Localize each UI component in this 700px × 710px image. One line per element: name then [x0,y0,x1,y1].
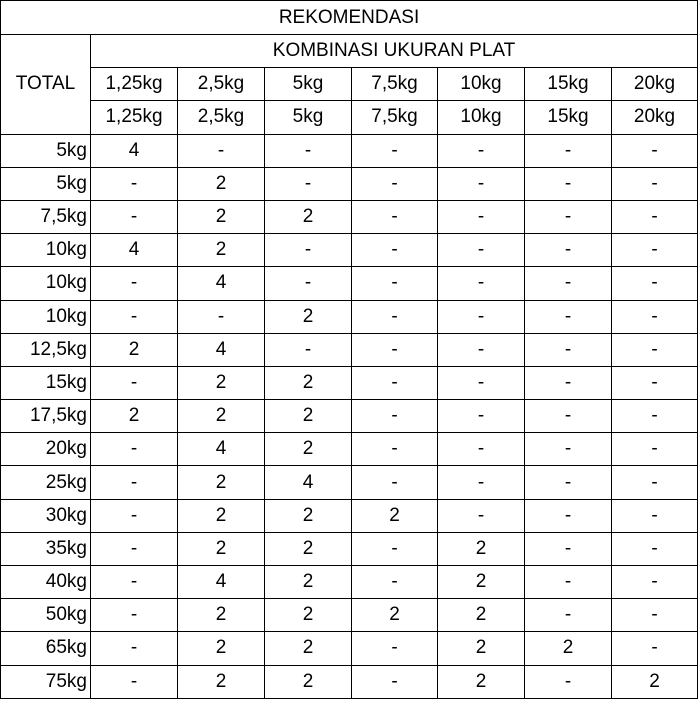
total-cell: 10kg [1,300,91,333]
plate-count-cell: - [525,566,612,599]
plate-count-cell: - [612,167,698,200]
plate-count-cell: - [525,300,612,333]
total-cell: 20kg [1,433,91,466]
plate-count-cell: - [525,599,612,632]
plate-count-cell: 2 [178,532,265,565]
plate-count-cell: 2 [265,499,352,532]
table-row [1,632,698,665]
plate-count-cell: - [525,532,612,565]
total-cell: 75kg [1,665,91,698]
total-cell: 15kg [1,366,91,399]
plate-count-cell: - [91,499,178,532]
plate-count-cell: - [91,466,178,499]
plate-count-cell: - [352,466,438,499]
plate-count-cell: 2 [438,665,525,698]
table-row [1,466,698,499]
total-cell: 5kg [1,167,91,200]
plate-count-cell: - [612,400,698,433]
plate-count-cell: 4 [178,566,265,599]
plate-count-cell: 2 [178,400,265,433]
plate-count-cell: 2 [438,532,525,565]
plate-count-cell: 2 [265,366,352,399]
plate-count-cell: - [525,433,612,466]
plate-size-header: 2,5kg [178,101,265,134]
plate-count-cell: 2 [178,599,265,632]
plate-count-cell: 2 [178,366,265,399]
combination-header-row [1,35,698,68]
table-row [1,499,698,532]
plate-count-cell: 2 [178,632,265,665]
total-cell: 12,5kg [1,333,91,366]
plate-count-cell: - [352,234,438,267]
plate-count-cell: - [612,532,698,565]
plate-count-cell: 2 [438,599,525,632]
table-row [1,200,698,233]
plate-count-cell: 2 [178,200,265,233]
plate-count-cell: - [352,632,438,665]
plate-count-cell: 2 [91,333,178,366]
total-cell: 17,5kg [1,400,91,433]
plate-count-cell: - [438,300,525,333]
total-cell: 50kg [1,599,91,632]
plate-count-cell: - [91,532,178,565]
plate-count-cell: - [525,400,612,433]
plate-count-cell: - [352,134,438,167]
table-row [1,532,698,565]
plate-count-cell: - [91,433,178,466]
total-cell: 7,5kg [1,200,91,233]
table-row [1,566,698,599]
table-row [1,333,698,366]
plate-count-cell: - [438,134,525,167]
plate-size-header: 10kg [438,68,525,101]
plate-count-cell: - [525,167,612,200]
plate-count-cell: - [438,433,525,466]
total-header: TOTAL [1,35,91,135]
plate-count-cell: - [352,167,438,200]
plate-count-cell: - [612,366,698,399]
table-title: REKOMENDASI [1,1,698,35]
plate-count-cell: - [91,599,178,632]
plate-count-cell: 4 [91,134,178,167]
plate-count-cell: - [178,134,265,167]
table-row [1,366,698,399]
plate-count-cell: - [178,300,265,333]
total-cell: 25kg [1,466,91,499]
plate-count-cell: 2 [525,632,612,665]
plate-size-header: 15kg [525,101,612,134]
plate-count-cell: - [91,300,178,333]
total-cell: 35kg [1,532,91,565]
total-cell: 40kg [1,566,91,599]
plate-count-cell: - [612,267,698,300]
plate-count-cell: 2 [265,300,352,333]
plate-count-cell: - [612,632,698,665]
plate-size-header: 1,25kg [91,68,178,101]
plate-count-cell: - [265,234,352,267]
plate-count-cell: - [438,267,525,300]
plate-count-cell: - [525,333,612,366]
plate-count-cell: - [265,134,352,167]
plate-size-header: 2,5kg [178,68,265,101]
combination-header: KOMBINASI UKURAN PLAT [91,35,698,68]
plate-count-cell: - [91,267,178,300]
plate-count-cell: - [525,134,612,167]
plate-count-cell: - [438,333,525,366]
plate-count-cell: - [352,200,438,233]
plate-count-cell: - [525,466,612,499]
plate-count-cell: 2 [352,499,438,532]
plate-count-cell: - [612,300,698,333]
plate-count-cell: - [525,366,612,399]
plate-count-cell: - [525,499,612,532]
plate-count-cell: 2 [265,532,352,565]
table-row [1,300,698,333]
plate-size-header: 7,5kg [352,101,438,134]
plate-size-header: 15kg [525,68,612,101]
plate-count-cell: 2 [438,566,525,599]
plate-count-cell: 2 [178,234,265,267]
plate-count-cell: 2 [265,400,352,433]
plate-count-cell: 2 [438,632,525,665]
table-row [1,167,698,200]
plate-count-cell: - [352,333,438,366]
plate-count-cell: 2 [612,665,698,698]
plate-size-header: 20kg [612,101,698,134]
plate-count-cell: - [265,333,352,366]
plate-count-cell: - [525,267,612,300]
plate-count-cell: - [352,433,438,466]
plate-count-cell: 4 [265,466,352,499]
plate-count-cell: - [91,566,178,599]
plate-count-cell: - [612,200,698,233]
plate-count-cell: - [352,267,438,300]
plate-size-header-row-2 [1,101,698,134]
plate-count-cell: 2 [352,599,438,632]
plate-size-header: 1,25kg [91,101,178,134]
plate-count-cell: 2 [265,433,352,466]
plate-count-cell: - [91,665,178,698]
plate-count-cell: 4 [178,333,265,366]
plate-count-cell: - [352,300,438,333]
plate-count-cell: - [91,632,178,665]
total-cell: 10kg [1,234,91,267]
plate-count-cell: - [612,333,698,366]
table-row [1,433,698,466]
plate-count-cell: 2 [178,167,265,200]
plate-count-cell: - [612,499,698,532]
plate-count-cell: 2 [265,632,352,665]
total-cell: 30kg [1,499,91,532]
plate-count-cell: - [438,466,525,499]
plate-count-cell: - [352,532,438,565]
plate-count-cell: - [352,665,438,698]
total-cell: 5kg [1,134,91,167]
plate-count-cell: - [612,566,698,599]
plate-count-cell: 2 [265,566,352,599]
total-cell: 10kg [1,267,91,300]
plate-count-cell: - [525,665,612,698]
plate-count-cell: - [612,234,698,267]
table-row [1,234,698,267]
plate-count-cell: 2 [178,466,265,499]
plate-count-cell: - [91,200,178,233]
plate-count-cell: 4 [178,433,265,466]
plate-count-cell: - [612,433,698,466]
plate-count-cell: - [438,200,525,233]
plate-size-header: 7,5kg [352,68,438,101]
table-row [1,665,698,698]
plate-count-cell: 4 [178,267,265,300]
table-row [1,134,698,167]
plate-count-cell: - [265,267,352,300]
plate-count-cell: - [352,366,438,399]
total-cell: 65kg [1,632,91,665]
plate-count-cell: - [438,366,525,399]
plate-size-header: 5kg [265,101,352,134]
plate-count-cell: - [612,466,698,499]
plate-count-cell: - [352,566,438,599]
plate-count-cell: - [438,234,525,267]
plate-count-cell: - [525,200,612,233]
plate-size-header: 5kg [265,68,352,101]
plate-count-cell: 2 [178,665,265,698]
plate-count-cell: - [612,599,698,632]
title-row [1,1,698,35]
plate-size-header: 10kg [438,101,525,134]
plate-count-cell: - [438,400,525,433]
table-row [1,400,698,433]
plate-count-cell: 2 [265,665,352,698]
plate-count-cell: 2 [91,400,178,433]
plate-count-cell: 2 [265,599,352,632]
plate-count-cell: - [91,167,178,200]
plate-size-header-row-1 [1,68,698,101]
plate-count-cell: - [438,499,525,532]
table-row [1,599,698,632]
plate-count-cell: - [265,167,352,200]
plate-count-cell: 2 [265,200,352,233]
table-row [1,267,698,300]
plate-count-cell: - [91,366,178,399]
plate-count-cell: 2 [178,499,265,532]
plate-count-cell: - [525,234,612,267]
plate-count-cell: 4 [91,234,178,267]
plate-count-cell: - [438,167,525,200]
plate-size-header: 20kg [612,68,698,101]
plate-count-cell: - [352,400,438,433]
plate-count-cell: - [612,134,698,167]
